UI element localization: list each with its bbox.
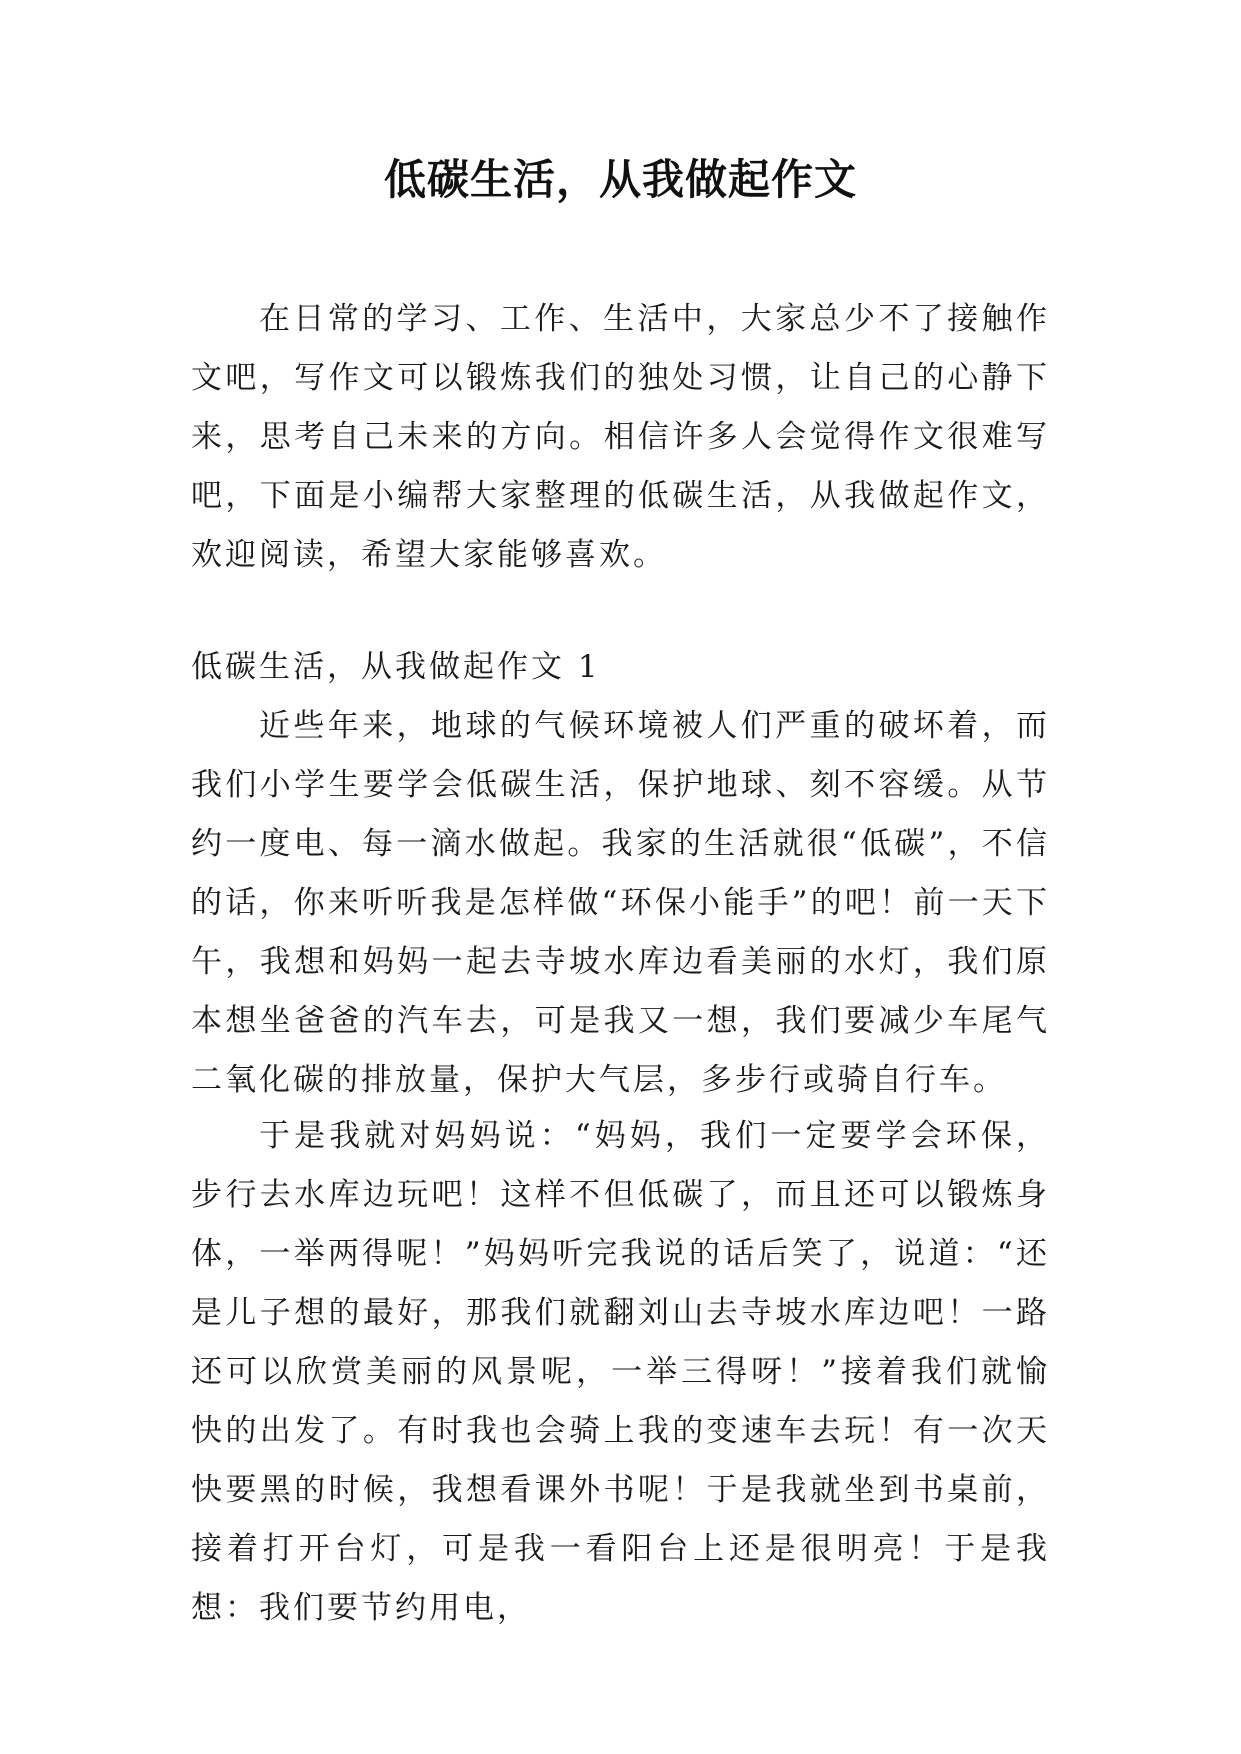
body-paragraph: 于是我就对妈妈说：“妈妈，我们一定要学会环保，步行去水库边玩吧！这样不但低碳了，而且还可以锻炼身体，一举两得呢！”妈妈听完我说的话后笑了，说道：“还是儿子想的最好，那我们就翻刘山去寺坡水库边吧！一路还可以欣赏美丽的风景呢，一举三得呀！”接着我们就愉快的出发了。有时我也会骑上我的变速车去玩！有一次天快要黑的时候，我想看课外书呢！于是我就坐到书桌前，接着打开台灯，可是我一看阳台上还是很明亮！于是我想：我们要节约用电， (191, 1118, 1050, 1626)
intro-paragraph: 在日常的学习、工作、生活中，大家总少不了接触作文吧，写作文可以锻炼我们的独处习惯，让自己的心静下来，思考自己未来的方向。相信许多人会觉得作文很难写吧，下面是小编帮大家整理的低碳生活，从我做起作文，欢迎阅读，希望大家能够喜欢。 (191, 301, 1050, 573)
section-heading: 低碳生活，从我做起作文 1 (191, 649, 601, 685)
body-paragraph: 近些年来，地球的气候环境被人们严重的破坏着，而我们小学生要学会低碳生活，保护地球、刻不容缓。从节约一度电、每一滴水做起。我家的生活就很“低碳”，不信的话，你来听听我是怎样做“环保小能手”的吧！前一天下午，我想和妈妈一起去寺坡水库边看美丽的水灯，我们原本想坐爸爸的汽车去，可是我又一想，我们要减少车尾气二氧化碳的排放量，保护大气层，多步行或骑自行车。 (191, 708, 1050, 1098)
document-title: 低碳生活，从我做起作文 (383, 155, 857, 204)
